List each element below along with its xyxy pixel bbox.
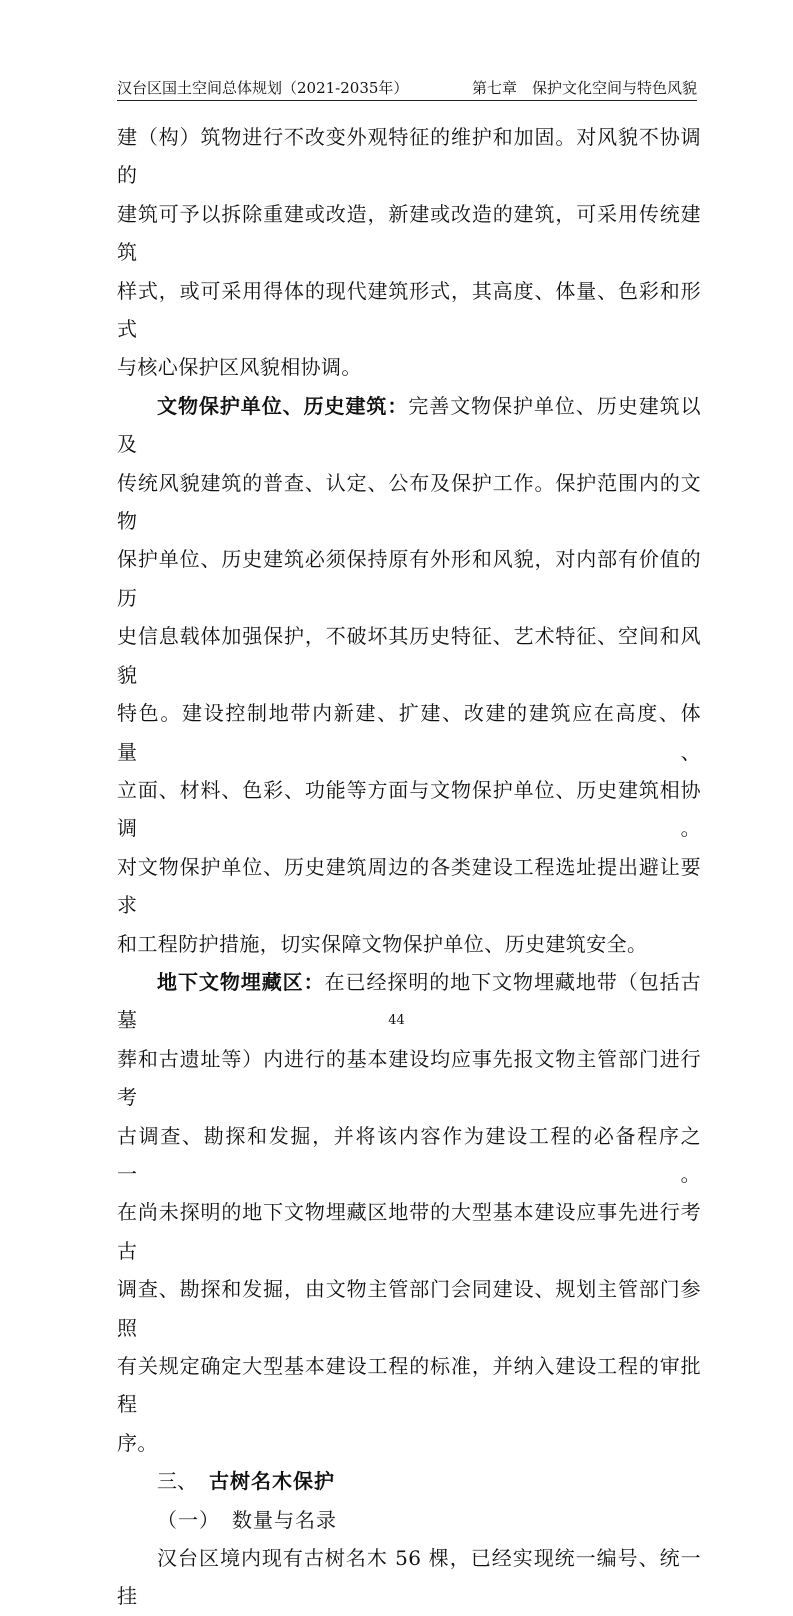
text-line: 特色。建设控制地带内新建、扩建、改建的建筑应在高度、体量、	[117, 701, 701, 764]
paragraph-underground-relics	[117, 963, 701, 1462]
section-heading	[117, 1462, 701, 1500]
text-span: 完善文物保护单位、历史建筑以及	[117, 393, 701, 457]
section-title: 古树名木保护	[209, 1469, 335, 1494]
text-line: 古调查、勘探和发掘，并将该内容作为建设工程的必备程序之一。	[117, 1123, 701, 1186]
text-line	[117, 963, 701, 1040]
header-document-title: 汉台区国土空间总体规划（2021-2035年）	[117, 79, 409, 97]
paragraph-lead-heading: 文物保护单位、历史建筑：	[157, 393, 409, 418]
text-line: 样式，或可采用得体的现代建筑形式，其高度、体量、色彩和形式	[117, 278, 701, 342]
text-line: 建筑可予以拆除重建或改造，新建或改造的建筑，可采用传统建筑	[117, 201, 701, 265]
text-line: 对文物保护单位、历史建筑周边的各类建设工程选址提出避让要求	[117, 854, 701, 918]
page-body	[117, 118, 701, 1616]
paragraph-ancient-trees: 汉台区境内现有古树名木 56 棵，已经实现统一编号、统一挂	[117, 1546, 701, 1609]
text-line: 序。	[117, 1430, 158, 1455]
text-line: 与核心保护区风貌相协调。	[117, 355, 362, 380]
section-number: 三、	[157, 1469, 197, 1494]
text-line: 史信息载体加强保护，不破坏其历史特征、艺术特征、空间和风貌	[117, 624, 701, 687]
text-span: 在已经探明的地下文物埋藏地带（包括古墓	[117, 969, 702, 1033]
text-line: 建（构）筑物进行不改变外观特征的维护和加固。对风貌不协调的	[117, 125, 701, 188]
page-number: 44	[388, 1013, 405, 1028]
text-line: 葬和古遗址等）内进行的基本建设均应事先报文物主管部门进行考	[117, 1046, 701, 1110]
subsection-number: （一）	[157, 1507, 220, 1532]
running-header	[117, 72, 697, 101]
paragraph-lead-heading: 地下文物埋藏区：	[157, 969, 325, 994]
text-line: 有关规定确定大型基本建设工程的标准，并纳入建设工程的审批程	[117, 1354, 701, 1417]
subsection-heading	[117, 1501, 701, 1539]
paragraph-cultural-relics-units	[117, 387, 701, 963]
text-line: 在尚未探明的地下文物埋藏区地带的大型基本建设应事先进行考古	[117, 1200, 701, 1263]
text-line: 保护单位、历史建筑必须保持原有外形和风貌，对内部有价值的历	[117, 547, 701, 610]
text-line: 调查、勘探和发掘，由文物主管部门会同建设、规划主管部门参照	[117, 1277, 701, 1340]
text-line: 传统风貌建筑的普查、认定、公布及保护工作。保护范围内的文物	[117, 470, 701, 534]
text-line: 和工程防护措施，切实保障文物保护单位、历史建筑安全。	[117, 931, 648, 956]
text-line	[117, 387, 701, 464]
paragraph-building-renovation	[117, 118, 701, 387]
header-chapter-title: 第七章 保护文化空间与特色风貌	[471, 79, 697, 97]
text-line: 立面、材料、色彩、功能等方面与文物保护单位、历史建筑相协调。	[117, 777, 701, 841]
subsection-title: 数量与名录	[232, 1507, 337, 1532]
